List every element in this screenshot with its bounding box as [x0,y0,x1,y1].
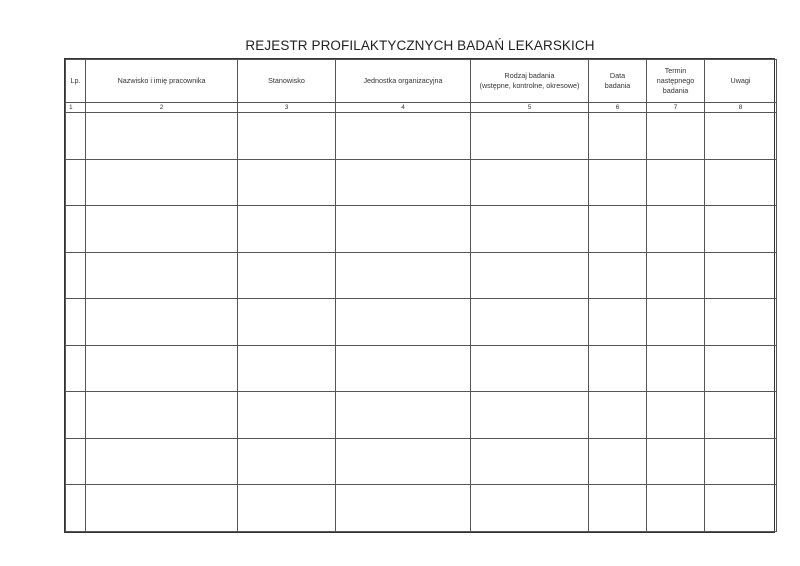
table-cell[interactable] [589,206,647,253]
table-cell[interactable] [336,392,471,439]
column-header-unit: Jednostka organizacyjna [336,60,471,103]
table-cell[interactable] [589,252,647,299]
table-cell[interactable] [471,113,589,160]
table-cell[interactable] [86,438,238,485]
register-sheet [64,58,775,533]
table-cell[interactable] [471,159,589,206]
table-cell[interactable] [336,252,471,299]
table-cell[interactable] [336,113,471,160]
table-cell[interactable] [647,438,705,485]
table-cell[interactable] [238,206,336,253]
table-cell[interactable] [238,252,336,299]
table-cell[interactable] [471,252,589,299]
table-cell[interactable] [86,206,238,253]
column-header-exam-date: Data badania [589,60,647,103]
table-cell[interactable] [705,299,777,346]
table-cell[interactable] [647,252,705,299]
table-row [66,345,777,392]
table-cell[interactable] [647,113,705,160]
table-cell[interactable] [705,438,777,485]
table-cell[interactable] [66,206,86,253]
column-number: 4 [336,103,471,113]
table-cell[interactable] [336,206,471,253]
table-cell[interactable] [66,252,86,299]
table-cell[interactable] [705,252,777,299]
column-number: 7 [647,103,705,113]
table-cell[interactable] [589,392,647,439]
table-cell[interactable] [471,299,589,346]
column-number: 2 [86,103,238,113]
table-cell[interactable] [647,299,705,346]
column-number: 6 [589,103,647,113]
table-cell[interactable] [86,392,238,439]
table-row [66,252,777,299]
table-row [66,113,777,160]
table-cell[interactable] [336,438,471,485]
table-cell[interactable] [647,345,705,392]
table-cell[interactable] [647,206,705,253]
table-cell[interactable] [589,345,647,392]
table-cell[interactable] [238,438,336,485]
table-row [66,485,777,532]
table-cell[interactable] [647,392,705,439]
table-cell[interactable] [589,113,647,160]
column-header-notes: Uwagi [705,60,777,103]
column-number: 1 [66,103,86,113]
table-cell[interactable] [86,485,238,532]
table-row [66,438,777,485]
register-table [65,59,777,532]
column-number-row [66,103,777,113]
table-cell[interactable] [471,485,589,532]
table-cell[interactable] [705,159,777,206]
table-cell[interactable] [589,438,647,485]
table-cell[interactable] [471,438,589,485]
table-cell[interactable] [471,345,589,392]
document-title: REJESTR PROFILAKTYCZNYCH BADAŃ LEKARSKICH [245,38,595,53]
table-cell[interactable] [336,299,471,346]
table-row [66,159,777,206]
column-number: 8 [705,103,777,113]
table-cell[interactable] [471,392,589,439]
table-cell[interactable] [471,206,589,253]
table-row [66,206,777,253]
table-cell[interactable] [66,113,86,160]
table-cell[interactable] [647,159,705,206]
table-cell[interactable] [238,485,336,532]
table-cell[interactable] [336,485,471,532]
table-cell[interactable] [705,345,777,392]
table-cell[interactable] [705,206,777,253]
column-header-lp: Lp. [66,60,86,103]
table-cell[interactable] [66,159,86,206]
table-cell[interactable] [336,345,471,392]
table-cell[interactable] [705,392,777,439]
table-cell[interactable] [647,485,705,532]
table-cell[interactable] [238,159,336,206]
table-cell[interactable] [86,113,238,160]
table-cell[interactable] [238,345,336,392]
table-cell[interactable] [589,299,647,346]
column-number: 3 [238,103,336,113]
table-cell[interactable] [66,485,86,532]
register-body [66,113,777,532]
table-cell[interactable] [705,113,777,160]
table-cell[interactable] [238,113,336,160]
table-cell[interactable] [336,159,471,206]
column-header-exam-type: Rodzaj badania (wstępne, kontrolne, okresowe) [471,60,589,103]
table-cell[interactable] [589,159,647,206]
table-row [66,392,777,439]
table-cell[interactable] [86,299,238,346]
table-cell[interactable] [238,392,336,439]
table-cell[interactable] [705,485,777,532]
column-header-name: Nazwisko i imię pracownika [86,60,238,103]
header-row [66,60,777,103]
column-header-position: Stanowisko [238,60,336,103]
table-cell[interactable] [589,485,647,532]
column-header-next-exam: Termin następnego badania [647,60,705,103]
table-cell[interactable] [86,159,238,206]
column-number: 5 [471,103,589,113]
table-cell[interactable] [238,299,336,346]
table-cell[interactable] [66,392,86,439]
table-cell[interactable] [86,252,238,299]
table-cell[interactable] [86,345,238,392]
table-cell[interactable] [66,438,86,485]
table-cell[interactable] [66,299,86,346]
table-row [66,299,777,346]
table-cell[interactable] [66,345,86,392]
